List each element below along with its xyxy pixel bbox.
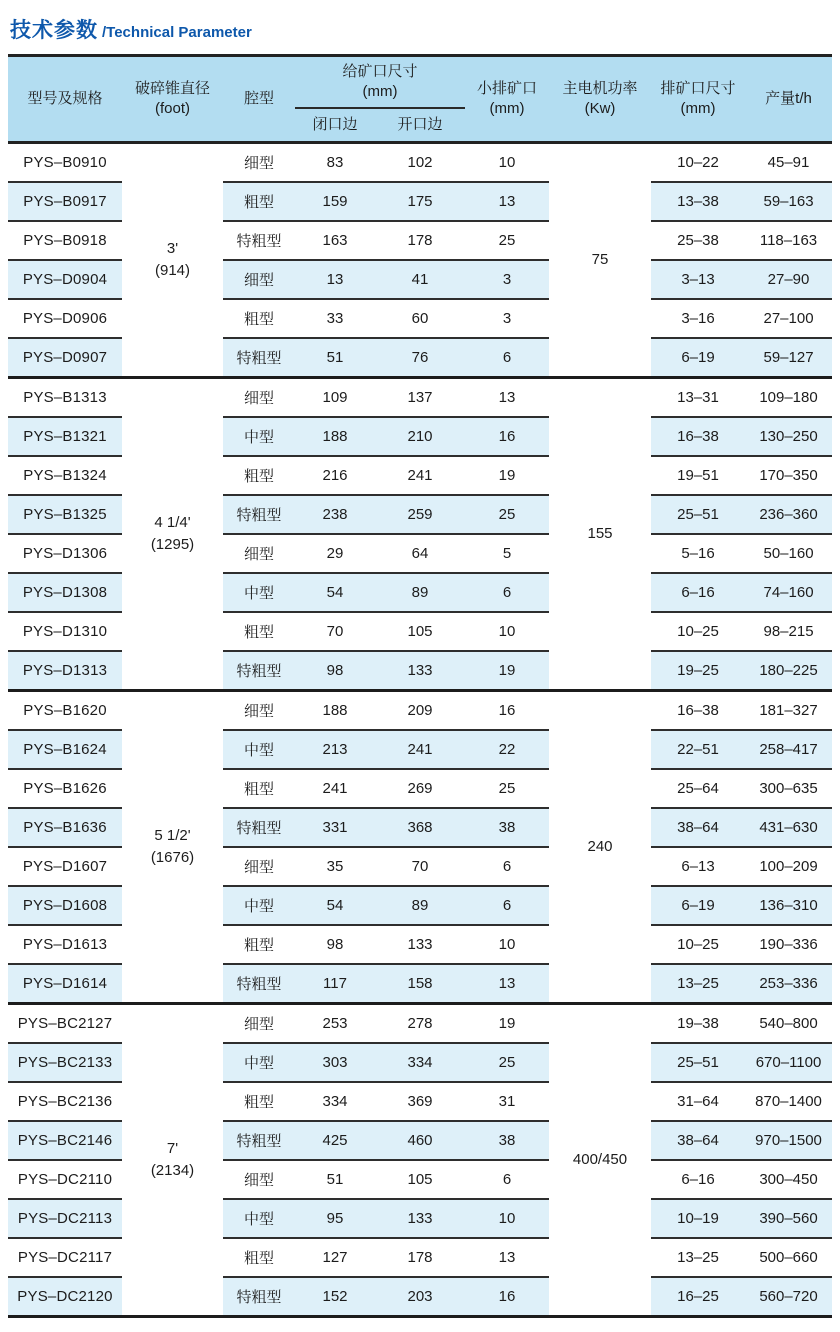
col-header-capacity: 产量t/h	[745, 56, 832, 143]
open-side-cell: 241	[375, 456, 465, 495]
capacity-cell: 50–160	[745, 534, 832, 573]
col-header-open-side: 开口边	[375, 108, 465, 143]
model-cell: PYS–D1614	[8, 964, 122, 1004]
cavity-type-cell: 粗型	[223, 769, 295, 808]
closed-side-cell: 95	[295, 1199, 375, 1238]
cavity-type-cell: 细型	[223, 691, 295, 731]
model-cell: PYS–D1310	[8, 612, 122, 651]
closed-side-cell: 188	[295, 417, 375, 456]
model-cell: PYS–DC2120	[8, 1277, 122, 1317]
discharge-size-cell: 19–51	[651, 456, 745, 495]
discharge-size-cell: 10–22	[651, 143, 745, 183]
min-discharge-cell: 19	[465, 1004, 549, 1044]
discharge-size-cell: 10–25	[651, 925, 745, 964]
open-side-cell: 41	[375, 260, 465, 299]
min-discharge-cell: 6	[465, 1160, 549, 1199]
closed-side-cell: 83	[295, 143, 375, 183]
min-discharge-cell: 13	[465, 964, 549, 1004]
closed-side-cell: 54	[295, 573, 375, 612]
table-row	[8, 143, 832, 183]
cavity-type-cell: 中型	[223, 1199, 295, 1238]
discharge-size-cell: 19–38	[651, 1004, 745, 1044]
discharge-size-cell: 10–25	[651, 612, 745, 651]
table-row	[8, 378, 832, 418]
closed-side-cell: 213	[295, 730, 375, 769]
open-side-cell: 133	[375, 1199, 465, 1238]
capacity-cell: 253–336	[745, 964, 832, 1004]
table-body	[8, 143, 832, 1317]
model-cell: PYS–D1613	[8, 925, 122, 964]
closed-side-cell: 70	[295, 612, 375, 651]
cavity-type-cell: 粗型	[223, 1238, 295, 1277]
capacity-cell: 258–417	[745, 730, 832, 769]
cone-diameter-cell: 3' (914)	[122, 143, 223, 378]
min-discharge-cell: 5	[465, 534, 549, 573]
model-cell: PYS–B1624	[8, 730, 122, 769]
motor-power-cell: 155	[549, 378, 651, 691]
closed-side-cell: 241	[295, 769, 375, 808]
capacity-cell: 560–720	[745, 1277, 832, 1317]
cavity-type-cell: 特粗型	[223, 338, 295, 378]
cavity-type-cell: 特粗型	[223, 808, 295, 847]
col-header-cavity: 腔型	[223, 56, 295, 143]
capacity-cell: 27–90	[745, 260, 832, 299]
open-side-cell: 203	[375, 1277, 465, 1317]
motor-power-cell: 400/450	[549, 1004, 651, 1317]
cavity-type-cell: 细型	[223, 1160, 295, 1199]
min-discharge-cell: 13	[465, 378, 549, 418]
min-discharge-cell: 10	[465, 143, 549, 183]
capacity-cell: 74–160	[745, 573, 832, 612]
model-cell: PYS–BC2127	[8, 1004, 122, 1044]
discharge-size-cell: 13–38	[651, 182, 745, 221]
model-cell: PYS–B1636	[8, 808, 122, 847]
discharge-size-cell: 16–38	[651, 691, 745, 731]
min-discharge-cell: 10	[465, 612, 549, 651]
cavity-type-cell: 粗型	[223, 456, 295, 495]
discharge-size-cell: 3–13	[651, 260, 745, 299]
col-header-cone-diameter: 破碎锥直径 (foot)	[122, 56, 223, 143]
min-discharge-cell: 3	[465, 260, 549, 299]
min-discharge-cell: 19	[465, 651, 549, 691]
cavity-type-cell: 粗型	[223, 612, 295, 651]
open-side-cell: 133	[375, 925, 465, 964]
discharge-size-cell: 6–16	[651, 1160, 745, 1199]
min-discharge-cell: 16	[465, 1277, 549, 1317]
model-cell: PYS–B1313	[8, 378, 122, 418]
model-cell: PYS–BC2136	[8, 1082, 122, 1121]
discharge-size-cell: 22–51	[651, 730, 745, 769]
min-discharge-cell: 16	[465, 417, 549, 456]
min-discharge-cell: 19	[465, 456, 549, 495]
discharge-size-cell: 25–51	[651, 1043, 745, 1082]
min-discharge-cell: 13	[465, 1238, 549, 1277]
min-discharge-cell: 25	[465, 221, 549, 260]
cone-diameter-cell: 7' (2134)	[122, 1004, 223, 1317]
min-discharge-cell: 22	[465, 730, 549, 769]
open-side-cell: 210	[375, 417, 465, 456]
cavity-type-cell: 细型	[223, 378, 295, 418]
closed-side-cell: 98	[295, 651, 375, 691]
capacity-cell: 100–209	[745, 847, 832, 886]
capacity-cell: 130–250	[745, 417, 832, 456]
open-side-cell: 334	[375, 1043, 465, 1082]
open-side-cell: 175	[375, 182, 465, 221]
cavity-type-cell: 特粗型	[223, 1121, 295, 1160]
cavity-type-cell: 粗型	[223, 182, 295, 221]
closed-side-cell: 98	[295, 925, 375, 964]
capacity-cell: 500–660	[745, 1238, 832, 1277]
closed-side-cell: 216	[295, 456, 375, 495]
discharge-size-cell: 19–25	[651, 651, 745, 691]
cavity-type-cell: 特粗型	[223, 221, 295, 260]
cavity-type-cell: 细型	[223, 260, 295, 299]
closed-side-cell: 33	[295, 299, 375, 338]
capacity-cell: 300–450	[745, 1160, 832, 1199]
closed-side-cell: 109	[295, 378, 375, 418]
cavity-type-cell: 中型	[223, 886, 295, 925]
capacity-cell: 190–336	[745, 925, 832, 964]
capacity-cell: 670–1100	[745, 1043, 832, 1082]
open-side-cell: 278	[375, 1004, 465, 1044]
cavity-type-cell: 中型	[223, 417, 295, 456]
cavity-type-cell: 中型	[223, 1043, 295, 1082]
discharge-size-cell: 38–64	[651, 808, 745, 847]
cavity-type-cell: 中型	[223, 730, 295, 769]
model-cell: PYS–B1325	[8, 495, 122, 534]
capacity-cell: 98–215	[745, 612, 832, 651]
closed-side-cell: 29	[295, 534, 375, 573]
closed-side-cell: 152	[295, 1277, 375, 1317]
cavity-type-cell: 粗型	[223, 1082, 295, 1121]
closed-side-cell: 238	[295, 495, 375, 534]
model-cell: PYS–B0918	[8, 221, 122, 260]
min-discharge-cell: 25	[465, 769, 549, 808]
model-cell: PYS–D0904	[8, 260, 122, 299]
model-cell: PYS–D0907	[8, 338, 122, 378]
open-side-cell: 76	[375, 338, 465, 378]
discharge-size-cell: 3–16	[651, 299, 745, 338]
discharge-size-cell: 13–25	[651, 1238, 745, 1277]
model-cell: PYS–BC2146	[8, 1121, 122, 1160]
min-discharge-cell: 6	[465, 573, 549, 612]
closed-side-cell: 51	[295, 1160, 375, 1199]
capacity-cell: 118–163	[745, 221, 832, 260]
min-discharge-cell: 13	[465, 182, 549, 221]
open-side-cell: 369	[375, 1082, 465, 1121]
model-cell: PYS–D1313	[8, 651, 122, 691]
discharge-size-cell: 38–64	[651, 1121, 745, 1160]
open-side-cell: 64	[375, 534, 465, 573]
closed-side-cell: 163	[295, 221, 375, 260]
model-cell: PYS–DC2113	[8, 1199, 122, 1238]
model-cell: PYS–DC2110	[8, 1160, 122, 1199]
open-side-cell: 241	[375, 730, 465, 769]
cavity-type-cell: 特粗型	[223, 495, 295, 534]
closed-side-cell: 54	[295, 886, 375, 925]
capacity-cell: 870–1400	[745, 1082, 832, 1121]
open-side-cell: 158	[375, 964, 465, 1004]
section-title-zh: 技术参数	[10, 19, 98, 42]
min-discharge-cell: 10	[465, 1199, 549, 1238]
min-discharge-cell: 38	[465, 1121, 549, 1160]
discharge-size-cell: 16–25	[651, 1277, 745, 1317]
capacity-cell: 180–225	[745, 651, 832, 691]
min-discharge-cell: 3	[465, 299, 549, 338]
discharge-size-cell: 13–31	[651, 378, 745, 418]
min-discharge-cell: 6	[465, 338, 549, 378]
col-header-model: 型号及规格	[8, 56, 122, 143]
model-cell: PYS–D1607	[8, 847, 122, 886]
section-title-en: /Technical Parameter	[102, 24, 252, 41]
capacity-cell: 59–163	[745, 182, 832, 221]
discharge-size-cell: 25–64	[651, 769, 745, 808]
closed-side-cell: 331	[295, 808, 375, 847]
discharge-size-cell: 31–64	[651, 1082, 745, 1121]
open-side-cell: 102	[375, 143, 465, 183]
table-row	[8, 691, 832, 731]
capacity-cell: 970–1500	[745, 1121, 832, 1160]
capacity-cell: 45–91	[745, 143, 832, 183]
capacity-cell: 59–127	[745, 338, 832, 378]
model-cell: PYS–DC2117	[8, 1238, 122, 1277]
cavity-type-cell: 特粗型	[223, 651, 295, 691]
capacity-cell: 136–310	[745, 886, 832, 925]
technical-parameter-table	[8, 54, 832, 1318]
model-cell: PYS–B0910	[8, 143, 122, 183]
open-side-cell: 137	[375, 378, 465, 418]
open-side-cell: 89	[375, 886, 465, 925]
cavity-type-cell: 中型	[223, 573, 295, 612]
open-side-cell: 209	[375, 691, 465, 731]
col-header-feed-opening: 给矿口尺寸 (mm)	[295, 56, 465, 109]
closed-side-cell: 425	[295, 1121, 375, 1160]
discharge-size-cell: 13–25	[651, 964, 745, 1004]
table-header	[8, 56, 832, 143]
closed-side-cell: 13	[295, 260, 375, 299]
model-cell: PYS–B1620	[8, 691, 122, 731]
discharge-size-cell: 25–51	[651, 495, 745, 534]
model-cell: PYS–B1324	[8, 456, 122, 495]
discharge-size-cell: 25–38	[651, 221, 745, 260]
min-discharge-cell: 38	[465, 808, 549, 847]
model-cell: PYS–B0917	[8, 182, 122, 221]
open-side-cell: 178	[375, 221, 465, 260]
col-header-min-discharge: 小排矿口 (mm)	[465, 56, 549, 143]
table-row	[8, 1004, 832, 1044]
open-side-cell: 460	[375, 1121, 465, 1160]
closed-side-cell: 334	[295, 1082, 375, 1121]
model-cell: PYS–D1308	[8, 573, 122, 612]
discharge-size-cell: 6–16	[651, 573, 745, 612]
min-discharge-cell: 10	[465, 925, 549, 964]
closed-side-cell: 303	[295, 1043, 375, 1082]
motor-power-cell: 240	[549, 691, 651, 1004]
capacity-cell: 540–800	[745, 1004, 832, 1044]
cavity-type-cell: 细型	[223, 1004, 295, 1044]
cavity-type-cell: 细型	[223, 143, 295, 183]
col-header-discharge-size: 排矿口尺寸 (mm)	[651, 56, 745, 143]
cone-diameter-cell: 4 1/4' (1295)	[122, 378, 223, 691]
min-discharge-cell: 16	[465, 691, 549, 731]
closed-side-cell: 253	[295, 1004, 375, 1044]
open-side-cell: 70	[375, 847, 465, 886]
discharge-size-cell: 6–13	[651, 847, 745, 886]
open-side-cell: 105	[375, 1160, 465, 1199]
capacity-cell: 170–350	[745, 456, 832, 495]
open-side-cell: 259	[375, 495, 465, 534]
model-cell: PYS–B1626	[8, 769, 122, 808]
closed-side-cell: 127	[295, 1238, 375, 1277]
col-header-motor-power: 主电机功率 (Kw)	[549, 56, 651, 143]
motor-power-cell: 75	[549, 143, 651, 378]
min-discharge-cell: 6	[465, 886, 549, 925]
min-discharge-cell: 31	[465, 1082, 549, 1121]
closed-side-cell: 188	[295, 691, 375, 731]
model-cell: PYS–BC2133	[8, 1043, 122, 1082]
capacity-cell: 27–100	[745, 299, 832, 338]
discharge-size-cell: 5–16	[651, 534, 745, 573]
capacity-cell: 181–327	[745, 691, 832, 731]
model-cell: PYS–B1321	[8, 417, 122, 456]
header-row-main	[8, 56, 832, 109]
discharge-size-cell: 6–19	[651, 886, 745, 925]
closed-side-cell: 51	[295, 338, 375, 378]
open-side-cell: 89	[375, 573, 465, 612]
discharge-size-cell: 10–19	[651, 1199, 745, 1238]
open-side-cell: 60	[375, 299, 465, 338]
model-cell: PYS–D0906	[8, 299, 122, 338]
min-discharge-cell: 25	[465, 495, 549, 534]
capacity-cell: 109–180	[745, 378, 832, 418]
closed-side-cell: 159	[295, 182, 375, 221]
discharge-size-cell: 6–19	[651, 338, 745, 378]
open-side-cell: 178	[375, 1238, 465, 1277]
cavity-type-cell: 细型	[223, 847, 295, 886]
open-side-cell: 105	[375, 612, 465, 651]
capacity-cell: 390–560	[745, 1199, 832, 1238]
capacity-cell: 236–360	[745, 495, 832, 534]
capacity-cell: 431–630	[745, 808, 832, 847]
min-discharge-cell: 25	[465, 1043, 549, 1082]
closed-side-cell: 117	[295, 964, 375, 1004]
cavity-type-cell: 特粗型	[223, 964, 295, 1004]
section-title	[0, 0, 840, 54]
discharge-size-cell: 16–38	[651, 417, 745, 456]
closed-side-cell: 35	[295, 847, 375, 886]
cavity-type-cell: 特粗型	[223, 1277, 295, 1317]
open-side-cell: 133	[375, 651, 465, 691]
capacity-cell: 300–635	[745, 769, 832, 808]
col-header-closed-side: 闭口边	[295, 108, 375, 143]
min-discharge-cell: 6	[465, 847, 549, 886]
model-cell: PYS–D1608	[8, 886, 122, 925]
cone-diameter-cell: 5 1/2' (1676)	[122, 691, 223, 1004]
cavity-type-cell: 细型	[223, 534, 295, 573]
cavity-type-cell: 粗型	[223, 925, 295, 964]
model-cell: PYS–D1306	[8, 534, 122, 573]
cavity-type-cell: 粗型	[223, 299, 295, 338]
open-side-cell: 269	[375, 769, 465, 808]
open-side-cell: 368	[375, 808, 465, 847]
